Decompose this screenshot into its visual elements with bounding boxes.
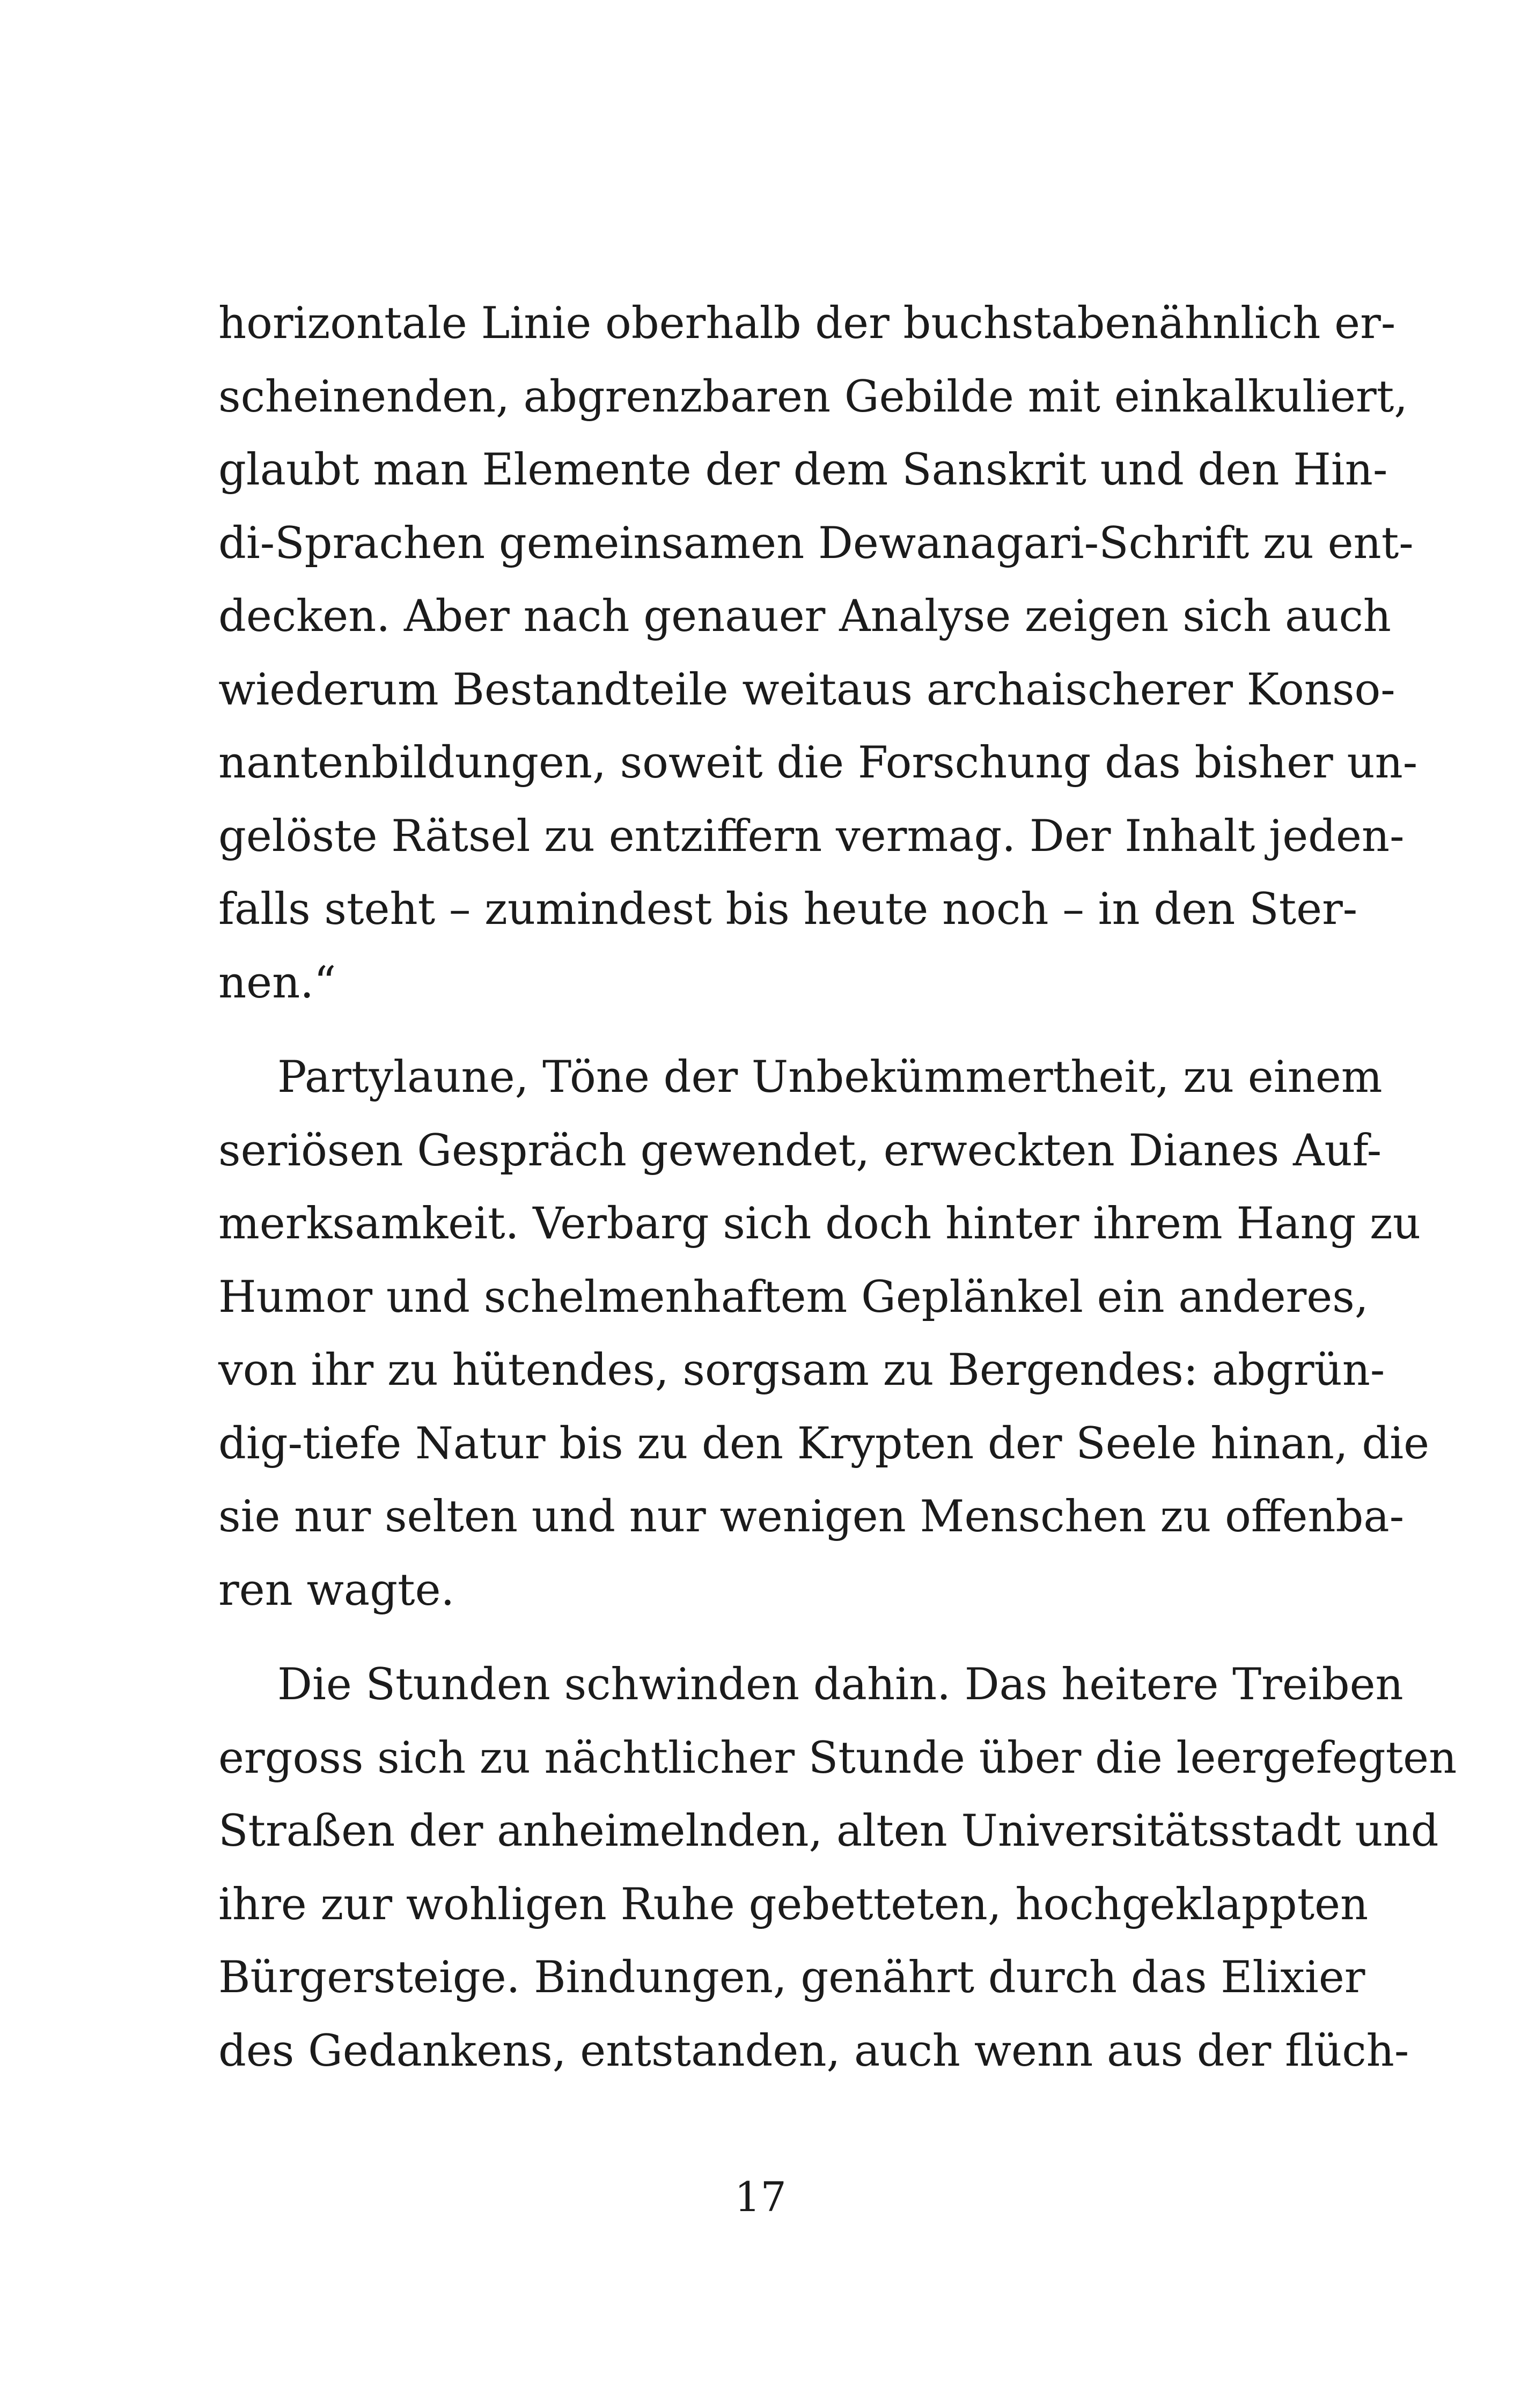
text-line: horizontale Linie oberhalb der buchstabenähnlich er- <box>218 298 1396 349</box>
text-line: nantenbildungen, soweit die Forschung das bisher un- <box>218 738 1418 788</box>
paragraph-1 <box>218 287 1418 1019</box>
text-line: von ihr zu hütendes, sorgsam zu Bergendes: abgrün- <box>218 1345 1385 1396</box>
text-line: merksamkeit. Verbarg sich doch hinter ihrem Hang zu <box>218 1199 1421 1249</box>
text-line: seriösen Gespräch gewendet, erweckten Dianes Auf- <box>218 1125 1382 1176</box>
page-number: 17 <box>734 2173 787 2221</box>
text-line: glaubt man Elemente der dem Sanskrit und den Hin- <box>218 445 1388 495</box>
text-line: Bürgersteige. Bindungen, genährt durch das Elixier <box>218 1952 1365 2003</box>
text-line: ren wagte. <box>218 1565 455 1616</box>
text-line: wiederum Bestandteile weitaus archaischerer Konso- <box>218 664 1395 715</box>
text-line: dig-tiefe Natur bis zu den Krypten der Seele hinan, die <box>218 1418 1430 1469</box>
text-line: Partylaune, Töne der Unbekümmertheit, zu einem <box>277 1052 1383 1103</box>
text-line: ihre zur wohligen Ruhe gebetteten, hochgeklappten <box>218 1879 1369 1930</box>
paragraph-gap <box>218 1627 1317 1648</box>
text-line: ergoss sich zu nächtlicher Stunde über die leergefegten <box>218 1732 1457 1783</box>
text-line: Humor und schelmenhaftem Geplänkel ein anderes, <box>218 1272 1369 1323</box>
paragraph-gap <box>218 1019 1317 1041</box>
text-line: scheinenden, abgrenzbaren Gebilde mit einkalkuliert, <box>218 371 1408 422</box>
text-line: falls steht – zumindest bis heute noch – in den Ster- <box>218 884 1358 935</box>
text-line: gelöste Rätsel zu entziffern vermag. Der Inhalt jeden- <box>218 811 1405 862</box>
body-text <box>218 287 1457 2088</box>
text-line: decken. Aber nach genauer Analyse zeigen sich auch <box>218 591 1391 642</box>
text-line: sie nur selten und nur wenigen Menschen zu offenba- <box>218 1492 1405 1542</box>
text-line: des Gedankens, entstanden, auch wenn aus der flüch- <box>218 2025 1409 2076</box>
paragraph-3 <box>218 1648 1457 2088</box>
paragraph-2 <box>218 1041 1430 1627</box>
text-line: Die Stunden schwinden dahin. Das heitere Treiben <box>277 1660 1404 1710</box>
text-line: di-Sprachen gemeinsamen Dewanagari-Schrift zu ent- <box>218 518 1414 569</box>
text-line: nen.“ <box>218 957 336 1008</box>
text-line: Straßen der anheimelnden, alten Universitätsstadt und <box>218 1806 1439 1856</box>
